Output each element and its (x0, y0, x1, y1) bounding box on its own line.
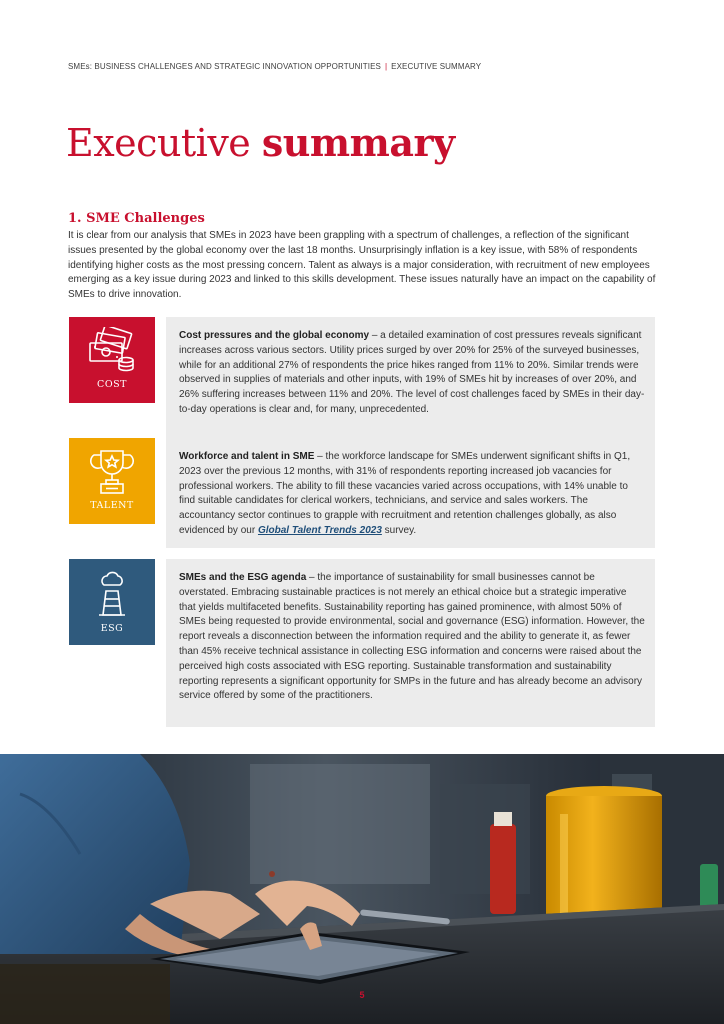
esg-label: ESG (100, 623, 124, 634)
esg-body: – the importance of sustainability for small businesses cannot be overstated. Embracing sustainable practices is not merely an ethical choice but a strategic imperative that yields multifaceted benefits. Sustainability reporting has gained prominence, with almost 50% of SMEs being requested to provide environmental, social and governance (ESG) information. However, the report reveals a disconnection between the information required and the ability to generate it, as fewer than 45% receive technical assistance in collecting ESG information and concerns were raised about the perceived high costs associated with ESG reporting. Sustainable transformation and sustainability reporting represents a significant opportunity for SMPs in the future and has already become an advisory service offered by some of the practitioners. (179, 572, 645, 702)
talent-body-end: survey. (381, 524, 417, 536)
page-title-light: Executive (66, 121, 251, 165)
smokestack-icon (91, 569, 133, 619)
money-stack-icon (86, 327, 138, 375)
header-separator: | (384, 62, 388, 71)
talent-title: Workforce and talent in SME (179, 451, 315, 462)
esg-title: SMEs and the ESG agenda (179, 572, 307, 583)
talent-icon-box (69, 438, 155, 524)
cost-title: Cost pressures and the global economy (179, 330, 370, 341)
talent-body: – the workforce landscape for SMEs underwent significant shifts in Q1, 2023 over the previous 12 months, with 31% of respondents reporting increased job vacancies for professional workers. The ability to fill these vacancies varied across occupations, with 14% unable to find suitable candidates for clerical workers, technicians, and service and sales workers. The accountancy sector continues to grapple with recruitment and retention challenges globally, as also evidenced by our (179, 451, 631, 536)
running-header (68, 62, 481, 71)
esg-icon-box (69, 559, 155, 645)
cost-icon-box (69, 317, 155, 403)
trophy-icon (89, 448, 135, 496)
talent-paragraph (179, 450, 645, 539)
cost-text-box (166, 317, 655, 446)
section-heading: 1. SME Challenges (68, 211, 205, 226)
global-talent-trends-link[interactable]: Global Talent Trends 2023 (257, 524, 382, 536)
header-section-title: EXECUTIVE SUMMARY (391, 62, 482, 71)
photo-illustration (0, 754, 724, 1024)
cost-body: – a detailed examination of cost pressures reveals significant increases across various sectors. Utility prices surged by over 20% for 25% of the surveyed businesses, while for an additional 27% of respondents the price hikes ranged from 11% to 20%. Similar trends were observed in supplies of materials and other inputs, with 19% of SMEs hit by increases of over 20%, and 26% suffering increases between 11% and 20%. The level of cost challenges faced by SMEs in their day-to-day operations is clear and, for many, unprecedented. (179, 330, 645, 415)
workshop-tablet-photo (0, 754, 724, 1024)
esg-text-box (166, 559, 655, 727)
cost-paragraph (179, 329, 645, 418)
talent-label: TALENT (90, 500, 134, 511)
esg-paragraph (179, 571, 645, 704)
header-report-title: SMEs: BUSINESS CHALLENGES AND STRATEGIC INNOVATION OPPORTUNITIES (68, 62, 381, 71)
page-title (66, 118, 455, 168)
talent-text-box (166, 438, 655, 548)
page-title-bold: summary (261, 120, 455, 165)
page-number: 5 (359, 990, 365, 1000)
cost-label: COST (97, 379, 127, 390)
intro-paragraph: It is clear from our analysis that SMEs in 2023 have been grappling with a spectrum of challenges, a reflection of the significant issues presented by the global economy over the last 18 months. Unsurprisingly inflation is a key issue, with 58% of respondents identifying higher costs as the most pressing concern. Talent as always is a major consideration, with recruitment of new employees emerging as a key issue during 2023 and linked to this skills development. These issues naturally have an impact on the capability of SMEs to drive innovation. (68, 230, 656, 301)
